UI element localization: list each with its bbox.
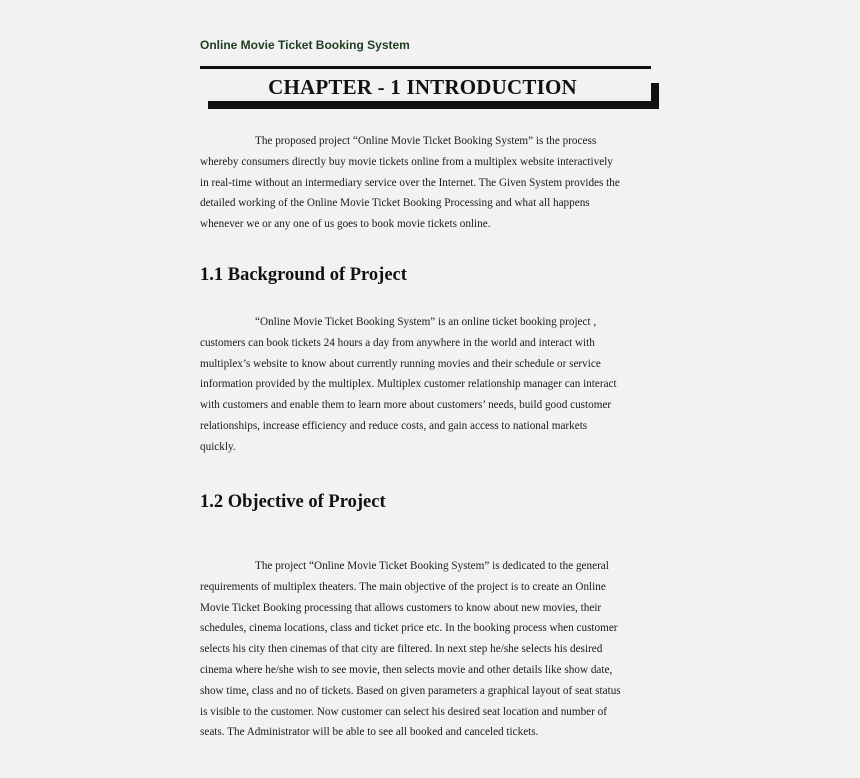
paragraph-line: is visible to the customer. Now customer can select his desired seat location and number of: [200, 705, 607, 718]
paragraph-line: whenever we or any one of us goes to book movie tickets online.: [200, 218, 491, 231]
paragraph-line: The proposed project “Online Movie Ticket Booking System” is the process: [255, 135, 597, 147]
paragraph-line: quickly.: [200, 440, 236, 453]
chapter-rule-bottom: [208, 101, 659, 109]
chapter-rule-top: [200, 66, 651, 69]
chapter-title-box: [200, 66, 660, 110]
paragraph-line: in real-time without an intermediary service over the Internet. The Given System provides the: [200, 176, 620, 189]
objective-paragraph: [200, 556, 652, 743]
background-paragraph: [200, 312, 652, 458]
paragraph-line: “Online Movie Ticket Booking System” is an online ticket booking project ,: [255, 316, 597, 328]
paragraph-line: relationships, increase efficiency and reduce costs, and gain access to national markets: [200, 419, 588, 432]
paragraph-line: The project “Online Movie Ticket Booking System” is dedicated to the general: [255, 560, 609, 572]
paragraph-line: Movie Ticket Booking processing that allows customers to know about new movies, their: [200, 601, 602, 614]
paragraph-line: schedules, cinema locations, class and ticket price etc. In the booking process when customer: [200, 622, 618, 635]
section-heading-background: 1.1 Background of Project: [200, 265, 407, 285]
paragraph-line: multiplex’s website to know about currently running movies and their schedule or service: [200, 357, 601, 370]
intro-paragraph: [200, 131, 652, 235]
paragraph-line: cinema where he/she wish to see movie, then selects movie and other details like show date,: [200, 663, 613, 676]
paragraph-line: show time, class and no of tickets. Based on given parameters a graphical layout of seat status: [200, 684, 621, 697]
chapter-title: CHAPTER - 1 INTRODUCTION: [268, 75, 577, 99]
paragraph-line: customers can book tickets 24 hours a day from anywhere in the world and interact with: [200, 336, 595, 349]
paragraph-line: selects his city then cinemas of that city are filtered. In next step he/she selects his desired: [200, 643, 603, 656]
paragraph-line: information provided by the multiplex. Multiplex customer relationship manager can interact: [200, 378, 617, 391]
chapter-rule-right: [651, 83, 659, 109]
paragraph-line: whereby consumers directly buy movie tickets online from a multiplex website interactively: [200, 155, 613, 168]
running-header: Online Movie Ticket Booking System: [200, 38, 410, 52]
section-heading-objective: 1.2 Objective of Project: [200, 492, 386, 512]
paragraph-line: requirements of multiplex theaters. The main objective of the project is to create an Online: [200, 580, 606, 593]
paragraph-line: detailed working of the Online Movie Ticket Booking Processing and what all happens: [200, 197, 590, 210]
paragraph-line: seats. The Administrator will be able to see all booked and canceled tickets.: [200, 726, 539, 739]
paragraph-line: with customers and enable them to learn more about customers’ needs, build good customer: [200, 399, 612, 412]
